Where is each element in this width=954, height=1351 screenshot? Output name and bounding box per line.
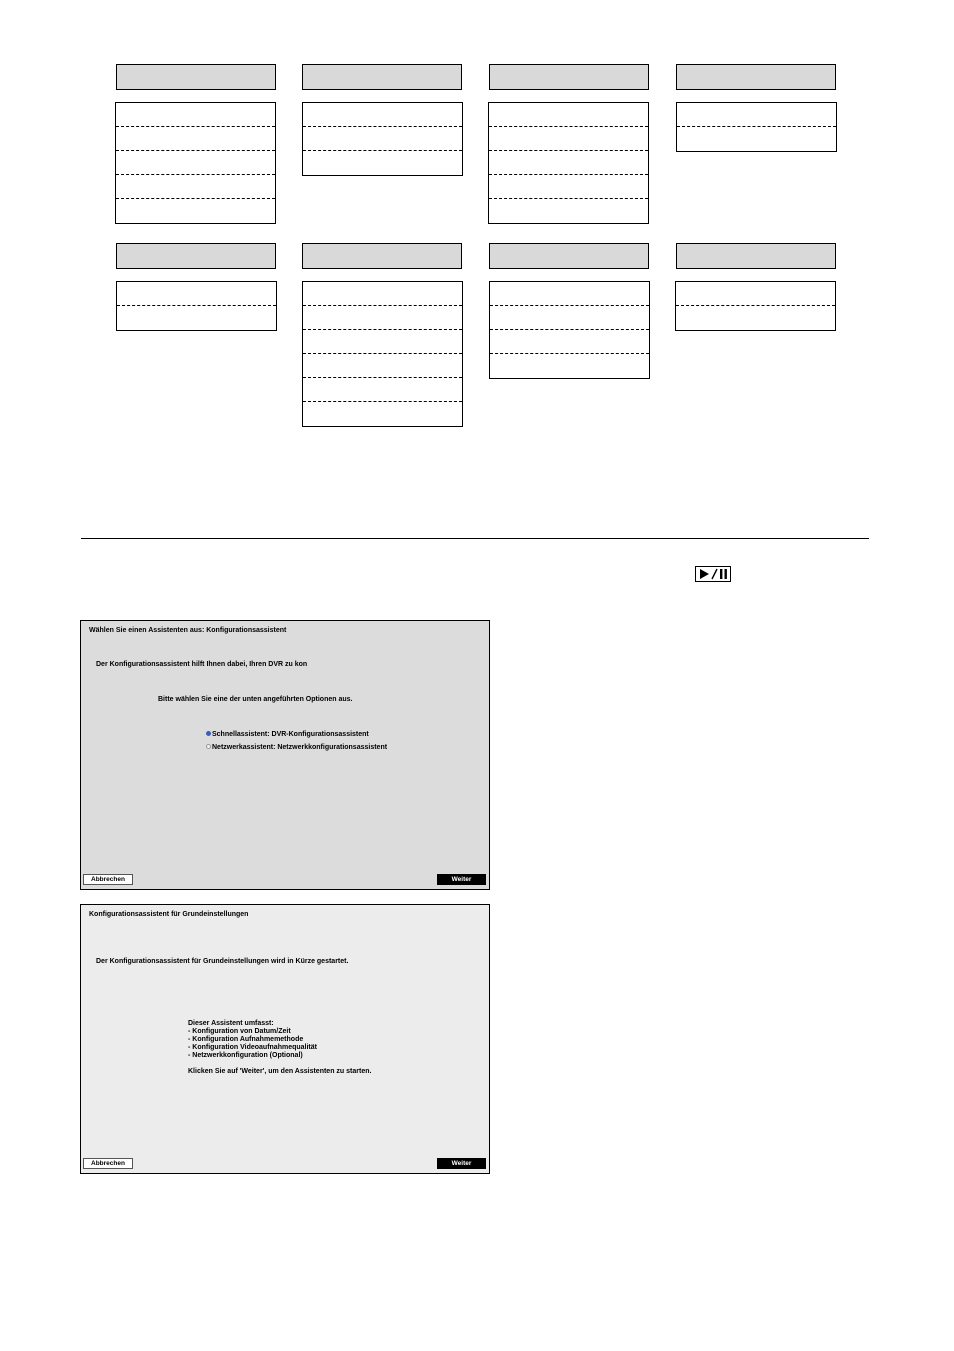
menu-cell (116, 103, 275, 127)
wizard-select-screen (80, 620, 490, 890)
radio-unselected-icon[interactable] (206, 744, 211, 749)
radio-selected-icon[interactable] (206, 731, 211, 736)
menu-cell (490, 330, 649, 354)
menu-cell (490, 282, 649, 306)
option-label: Netzwerkassistent: Netzwerkkonfigurationsassistent (212, 744, 388, 751)
menu-cell (676, 306, 835, 330)
menu-block-5 (116, 281, 277, 331)
menu-block-4 (676, 102, 837, 152)
menu-cell (489, 199, 648, 223)
play-pause-glyph (696, 567, 730, 581)
menu-cell (489, 175, 648, 199)
includes-heading: Dieser Assistent umfasst: (188, 1020, 274, 1027)
menu-block-7 (489, 281, 650, 379)
menu-header-6 (302, 243, 462, 269)
menu-cell (116, 175, 275, 199)
section-divider (81, 538, 869, 539)
menu-cell (116, 151, 275, 175)
menu-header-1 (116, 64, 276, 90)
menu-cell (490, 354, 649, 378)
option-network-wizard[interactable] (206, 744, 387, 751)
menu-cell (303, 306, 462, 330)
intro-text: Der Konfigurationsassistent hilft Ihnen dabei, Ihren DVR zu kon (96, 661, 308, 668)
menu-header-4 (676, 64, 836, 90)
includes-list (188, 1020, 371, 1076)
includes-item: - Konfiguration Videoaufnahmequalität (188, 1044, 317, 1051)
menu-cell (303, 378, 462, 402)
instruction-text: Klicken Sie auf 'Weiter', um den Assistenten zu starten. (188, 1068, 372, 1075)
menu-cell (303, 402, 462, 426)
menu-header-8 (676, 243, 836, 269)
menu-cell (116, 199, 275, 223)
menu-cell (117, 306, 276, 330)
includes-item: - Konfiguration von Datum/Zeit (188, 1028, 291, 1035)
menu-block-1 (115, 102, 276, 224)
menu-block-6 (302, 281, 463, 427)
menu-cell (489, 127, 648, 151)
menu-cell (489, 151, 648, 175)
cancel-button[interactable]: Abbrechen (83, 874, 133, 885)
menu-block-3 (488, 102, 649, 224)
menu-cell (303, 330, 462, 354)
menu-header-2 (302, 64, 462, 90)
menu-cell (116, 127, 275, 151)
menu-cell (676, 282, 835, 306)
menu-header-7 (489, 243, 649, 269)
menu-header-3 (489, 64, 649, 90)
menu-header-5 (116, 243, 276, 269)
menu-cell (303, 151, 462, 175)
menu-block-2 (302, 102, 463, 176)
includes-item: - Netzwerkkonfiguration (Optional) (188, 1052, 303, 1059)
menu-block-8 (675, 281, 836, 331)
prompt-text: Bitte wählen Sie eine der unten angeführten Optionen aus. (158, 696, 353, 703)
cancel-button[interactable]: Abbrechen (83, 1158, 133, 1169)
play-pause-icon (695, 566, 731, 582)
basic-setup-wizard-screen (80, 904, 490, 1174)
screen-title: Konfigurationsassistent für Grundeinstellungen (89, 911, 249, 918)
screen-title: Wählen Sie einen Assistenten aus: Konfigurationsassistent (89, 627, 287, 634)
option-quick-wizard[interactable] (206, 731, 369, 738)
menu-cell (490, 306, 649, 330)
next-button[interactable]: Weiter (437, 874, 486, 885)
option-label: Schnellassistent: DVR-Konfigurationsassistent (212, 731, 369, 738)
menu-cell (303, 103, 462, 127)
menu-cell (303, 354, 462, 378)
menu-cell (303, 127, 462, 151)
menu-cell (117, 282, 276, 306)
next-button[interactable]: Weiter (437, 1158, 486, 1169)
menu-cell (303, 282, 462, 306)
includes-item: - Konfiguration Aufnahmemethode (188, 1036, 304, 1043)
menu-cell (677, 127, 836, 151)
menu-cell (677, 103, 836, 127)
menu-cell (489, 103, 648, 127)
intro-text: Der Konfigurationsassistent für Grundeinstellungen wird in Kürze gestartet. (96, 958, 349, 965)
